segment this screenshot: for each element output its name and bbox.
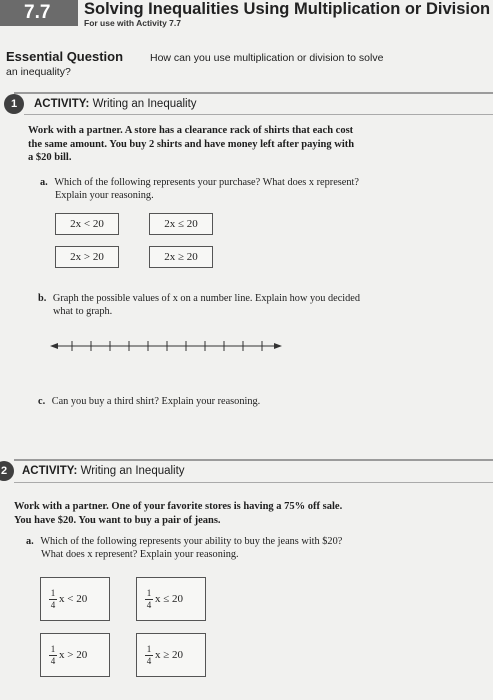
activity2-label: ACTIVITY:: [22, 465, 78, 477]
fraction: $\frac{1}{4}$: [50, 587, 56, 610]
activity2-body: [14, 500, 474, 527]
part-a-line1: Which of the following represents your purchase? What does x represent?: [54, 177, 359, 188]
act2-part-a-line1: Which of the following represents your ability to buy the jeans with $20?: [40, 536, 343, 547]
essential-question-text-line2: an inequality?: [6, 66, 71, 78]
choice-2x-ge-20[interactable]: 2x ≥ 20: [149, 246, 213, 268]
part-c-letter: c.: [38, 396, 46, 407]
number-line-right-arrow-icon: [274, 343, 282, 349]
activity1-top-rule: [14, 92, 493, 94]
essential-question-text-line1: How can you use multiplication or division to solve: [150, 52, 384, 64]
choice-quarter-x-lt-20[interactable]: [40, 577, 110, 621]
activity2-top-rule: [14, 459, 493, 461]
inequality-text: x < 20: [59, 593, 88, 605]
choice-2x-gt-20[interactable]: 2x > 20: [55, 246, 119, 268]
activity2-heading: [22, 465, 185, 477]
inequality-text: x ≤ 20: [155, 593, 184, 605]
part-b-line1: Graph the possible values of x on a number line. Explain how you decided: [52, 293, 361, 304]
lesson-number: 7.7: [0, 0, 78, 26]
inequality-text: x ≥ 20: [155, 649, 184, 661]
inequality-text: x > 20: [59, 649, 88, 661]
act2-part-a-letter: a.: [26, 536, 34, 547]
part-c-line1: Can you buy a third shirt? Explain your reasoning.: [51, 396, 261, 407]
part-a-letter: a.: [40, 177, 48, 188]
activity1-body-line3: a $20 bill.: [28, 152, 72, 163]
activity1-label: ACTIVITY:: [34, 98, 90, 110]
activity1-body-line1: Work with a partner. A store has a clearance rack of shirts that each cost: [28, 125, 354, 136]
choice-quarter-x-gt-20[interactable]: [40, 633, 110, 677]
number-line-left-arrow-icon: [50, 343, 58, 349]
lesson-title: Solving Inequalities Using Multiplication or Division: [84, 0, 491, 18]
activity1-part-a: [40, 176, 460, 202]
activity2-bottom-rule: [14, 482, 493, 483]
activity1-bottom-rule: [24, 114, 493, 115]
activity1-part-b: [38, 292, 468, 318]
activity1-body-line2: the same amount. You buy 2 shirts and have money left after paying with: [28, 138, 355, 150]
choice-quarter-x-le-20[interactable]: [136, 577, 206, 621]
fraction: $\frac{1}{4}$: [146, 643, 152, 666]
fraction: $\frac{1}{4}$: [50, 643, 56, 666]
activity1-part-c: [38, 395, 468, 408]
choice-quarter-x-ge-20[interactable]: [136, 633, 206, 677]
part-b-line2: what to graph.: [53, 306, 113, 317]
activity1-number-badge: 1: [4, 94, 24, 114]
activity2-body-line1: Work with a partner. One of your favorite stores is having a 75% off sale.: [14, 501, 343, 512]
activity1-body: [28, 124, 468, 165]
activity2-part-a: [26, 535, 466, 561]
choice-2x-lt-20[interactable]: 2x < 20: [55, 213, 119, 235]
activity2-body-line2: You have $20. You want to buy a pair of jeans.: [14, 514, 221, 526]
number-line[interactable]: [48, 338, 284, 354]
choice-2x-le-20[interactable]: 2x ≤ 20: [149, 213, 213, 235]
fraction: $\frac{1}{4}$: [146, 587, 152, 610]
part-a-line2: Explain your reasoning.: [55, 190, 154, 201]
activity1-heading: [34, 98, 197, 110]
part-b-letter: b.: [38, 293, 47, 304]
activity1-title: Writing an Inequality: [92, 98, 197, 110]
activity2-title: Writing an Inequality: [80, 465, 185, 477]
essential-question-label: Essential Question: [6, 49, 124, 64]
lesson-subtitle: For use with Activity 7.7: [84, 18, 181, 28]
activity2-number-badge: 2: [0, 461, 14, 481]
act2-part-a-line2: What does x represent? Explain your reasoning.: [41, 549, 239, 560]
